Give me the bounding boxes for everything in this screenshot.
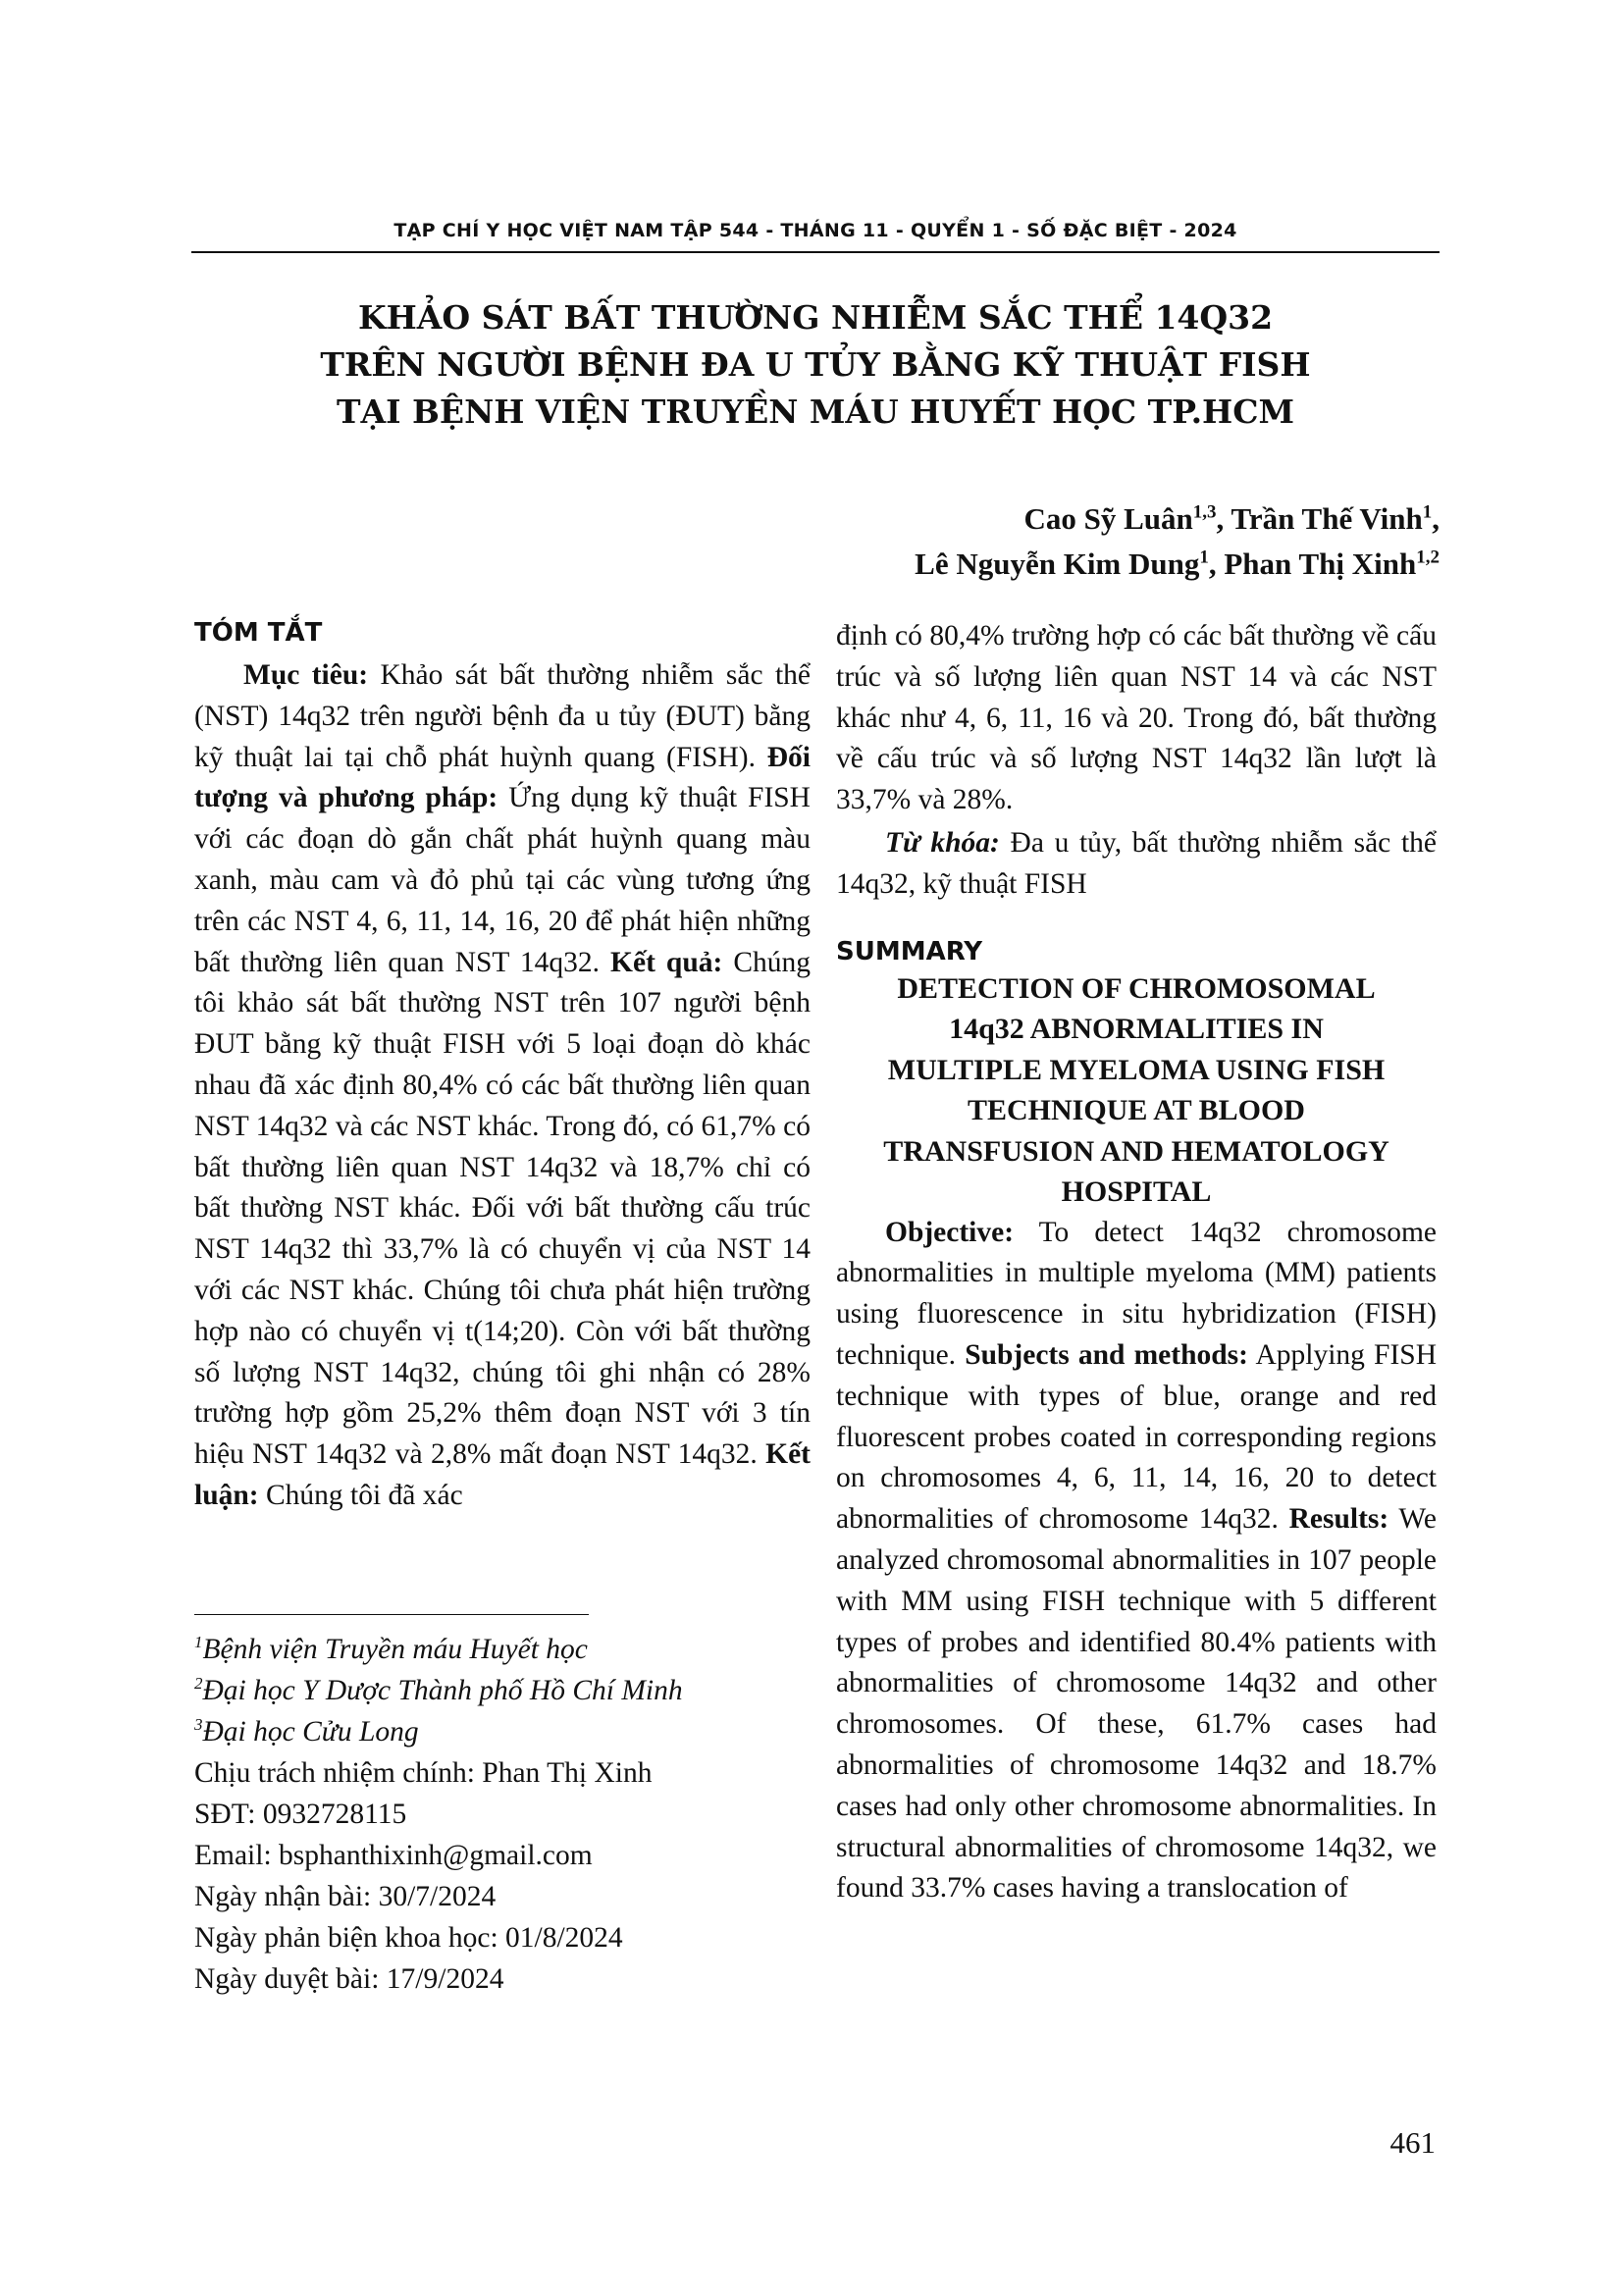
author-affiliation-marker: 1 bbox=[1422, 501, 1433, 523]
author-line: Cao Sỹ Luân$^{1,3}$, Trần Thế Vinh$^1$, bbox=[1023, 501, 1440, 536]
summary-title-line: HOSPITAL bbox=[1061, 1175, 1212, 1209]
results-label: Kết quả: bbox=[610, 946, 723, 978]
summary-title-line: TRANSFUSION AND HEMATOLOGY bbox=[883, 1134, 1389, 1168]
summary-title-line: DETECTION OF CHROMOSOMAL bbox=[897, 971, 1376, 1005]
author-affiliation-marker: 1 bbox=[1199, 547, 1209, 568]
methods-label: Đối tượng và phương pháp: bbox=[194, 741, 811, 814]
summary-title-line: TECHNIQUE AT BLOOD bbox=[968, 1094, 1305, 1127]
affiliation-1 bbox=[194, 1629, 811, 1670]
keywords-label: Từ khóa: bbox=[885, 826, 1000, 859]
author-name: Trần Thế Vinh bbox=[1231, 501, 1423, 536]
summary-title bbox=[836, 968, 1437, 1213]
objective-label: Objective: bbox=[885, 1216, 1015, 1248]
article-title bbox=[191, 294, 1440, 436]
objective-label: Mục tiêu: bbox=[243, 659, 369, 691]
title-line: TRÊN NGƯỜI BỆNH ĐA U TỦY BẰNG KỸ THUẬT FISH bbox=[320, 345, 1311, 384]
footnotes bbox=[194, 1629, 811, 2000]
conclusion-text: Chúng tôi đã xác bbox=[258, 1479, 463, 1511]
abstract-heading: TÓM TẮT bbox=[194, 618, 323, 648]
results-text: We analyzed chromosomal abnormalities in 107 people with MM using FISH technique with 5 different types of probes and identified 80.4% patients with abnormalities of chromosome 14q32 and other chromosomes. Of these, 61.7% cases had abnormalities of chromosome 14q32 and 18.7% cases had only other chromosome abnormalities. In structural abnormalities of chromosome 14q32, we found 33.7% cases having a translocation of bbox=[836, 1503, 1437, 1905]
affiliation-text: Đại học Y Dược Thành phố Hồ Chí Minh bbox=[202, 1675, 683, 1706]
methods-text: Applying FISH technique with types of blue, orange and red fluorescent probes coated in corresponding regions on chromosomes 4, 6, 11, 14, 16, 20 to detect abnormalities of chromosome 14q32. bbox=[836, 1338, 1437, 1536]
author-list bbox=[915, 496, 1440, 587]
left-column bbox=[194, 616, 811, 1517]
accepted-date: Ngày duyệt bài: 17/9/2024 bbox=[194, 1963, 504, 1995]
review-date: Ngày phản biện khoa học: 01/8/2024 bbox=[194, 1922, 623, 1954]
received-date: Ngày nhận bài: 30/7/2024 bbox=[194, 1881, 497, 1912]
conclusion-label: Kết luận: bbox=[194, 1438, 811, 1511]
summary-title-line: MULTIPLE MYELOMA USING FISH bbox=[887, 1053, 1386, 1086]
abstract-continuation: định có 80,4% trường hợp có các bất thường về cấu trúc và số lượng liên quan NST 14 và các NST khác như 4, 6, 11, 16 và 20. Trong đó, bất thường về cấu trúc và số lượng NST 14q32 lần lượt là 33,7% và 28%. bbox=[836, 620, 1437, 816]
affiliation-marker: 1 bbox=[194, 1633, 203, 1652]
abstract-paragraph bbox=[194, 655, 811, 1517]
author-line: Lê Nguyễn Kim Dung$^1$, Phan Thị Xinh$^{1,2}$ bbox=[915, 547, 1440, 581]
title-line: TẠI BỆNH VIỆN TRUYỀN MÁU HUYẾT HỌC TP.HCM bbox=[336, 392, 1295, 431]
right-column bbox=[836, 616, 1437, 1909]
summary-title-line: 14q32 ABNORMALITIES IN bbox=[949, 1013, 1324, 1046]
affiliation-2 bbox=[194, 1670, 811, 1711]
author-affiliation-marker: 1,2 bbox=[1416, 547, 1440, 568]
page-number: 461 bbox=[1389, 2125, 1436, 2160]
author-name: Lê Nguyễn Kim Dung bbox=[915, 547, 1200, 581]
footnote-divider bbox=[194, 1614, 589, 1615]
author-name: Phan Thị Xinh bbox=[1224, 547, 1417, 581]
results-label: Results: bbox=[1288, 1503, 1389, 1536]
methods-text: Ứng dụng kỹ thuật FISH với các đoạn dò gắn chất phát huỳnh quang màu xanh, màu cam và đỏ phủ tại các vùng tương ứng trên các NST 4, 6, 11, 14, 16, 20 để phát hiện những bất thường liên quan NST 14q32. bbox=[194, 782, 811, 978]
header-divider bbox=[191, 251, 1440, 253]
objective-text: To detect 14q32 chromosome abnormalities in multiple myeloma (MM) patients using fluorescence in situ hybridization (FISH) technique. bbox=[836, 1216, 1437, 1371]
affiliation-marker: 2 bbox=[194, 1674, 203, 1694]
affiliation-marker: 3 bbox=[194, 1715, 203, 1735]
results-text: Chúng tôi khảo sát bất thường NST trên 107 người bệnh ĐUT bằng kỹ thuật FISH với 5 loại đoạn dò khác nhau đã xác định 80,4% có các bất thường liên quan NST 14q32 và các NST khác. Trong đó, có 61,7% có bất thường liên quan NST 14q32 và 18,7% chỉ có bất thường NST khác. Đối với bất thường cấu trúc NST 14q32 thì 33,7% là có chuyển vị của NST 14 với các NST khác. Chúng tôi chưa phát hiện trường hợp nào có chuyển vị t(14;20). Còn với bất thường số lượng NST 14q32, chúng tôi ghi nhận có 28% trường hợp gồm 25,2% thêm đoạn NST với 3 tín hiệu NST 14q32 và 2,8% mất đoạn NST 14q32. bbox=[194, 946, 811, 1471]
running-header: TẠP CHÍ Y HỌC VIỆT NAM TẬP 544 - THÁNG 11 - QUYỂN 1 - SỐ ĐẶC BIỆT - 2024 bbox=[393, 220, 1237, 241]
author-affiliation-marker: 1,3 bbox=[1192, 501, 1217, 523]
phone: SĐT: 0932728115 bbox=[194, 1799, 407, 1830]
author-name: Cao Sỹ Luân bbox=[1023, 501, 1193, 536]
affiliation-3 bbox=[194, 1711, 811, 1752]
title-line: KHẢO SÁT BẤT THƯỜNG NHIỄM SẮC THỂ 14Q32 bbox=[357, 298, 1274, 337]
keywords-text: Đa u tủy, bất thường nhiễm sắc thể 14q32, kỹ thuật FISH bbox=[836, 826, 1437, 900]
methods-label: Subjects and methods: bbox=[965, 1338, 1248, 1371]
keywords bbox=[836, 823, 1437, 906]
affiliation-text: Đại học Cửu Long bbox=[202, 1716, 419, 1748]
summary-paragraph bbox=[836, 1213, 1437, 1910]
corresponding-author: Chịu trách nhiệm chính: Phan Thị Xinh bbox=[194, 1757, 653, 1789]
summary-heading: SUMMARY bbox=[836, 936, 983, 966]
objective-text: Khảo sát bất thường nhiễm sắc thể (NST) 14q32 trên người bệnh đa u tủy (ĐUT) bằng kỹ thuật lai tại chỗ phát huỳnh quang (FISH). bbox=[194, 659, 811, 773]
email: Email: bsphanthixinh@gmail.com bbox=[194, 1840, 593, 1871]
affiliation-text: Bệnh viện Truyền máu Huyết học bbox=[202, 1634, 588, 1665]
